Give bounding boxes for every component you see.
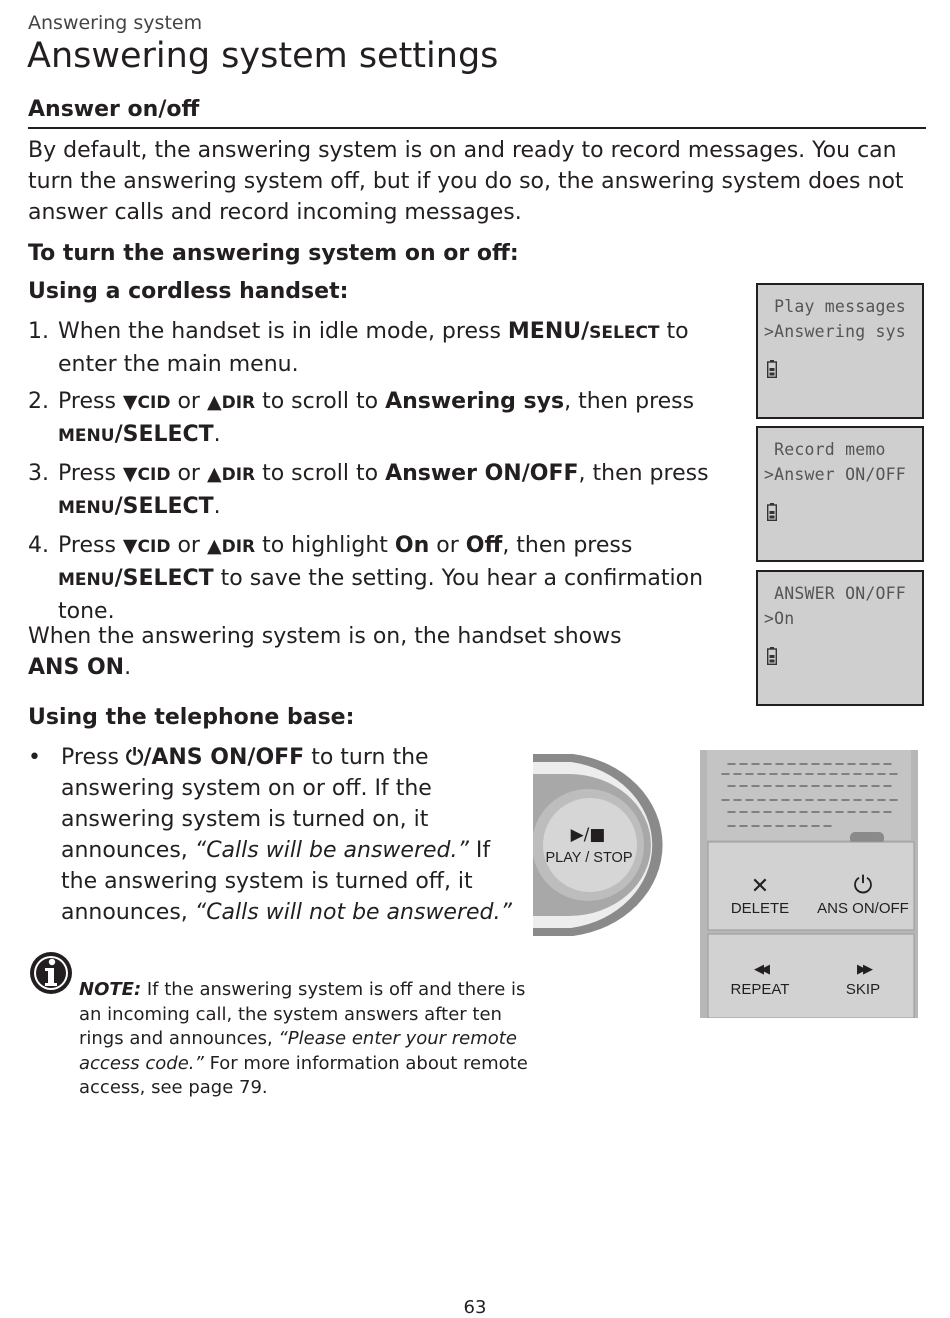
power-icon: ⏻ xyxy=(125,745,144,770)
delete-icon: ✕ xyxy=(750,874,770,899)
battery-icon xyxy=(767,360,777,378)
lcd-screen-answer-onoff: Record memo >Answer ON/OFF xyxy=(756,426,924,562)
note-text: NOTE: If the answering system is off and there is an incoming call, the system answers after ten rings and announces, “Please enter your remote access code.” For more information about remote access, see page 79. xyxy=(79,979,528,1099)
skip-icon: ▶▶ xyxy=(857,962,869,977)
lcd-screen-answer-on: ANSWER ON/OFF >On xyxy=(756,570,924,706)
delete-label: DELETE xyxy=(730,900,790,917)
skip-label: SKIP xyxy=(845,981,881,998)
base-bullet: • Press ⏻/ANS ON/OFF to turn the answering system on or off. If the answering system is turned on, it announces, “Calls will be answered.” If the answering system is turned off, it announces, “Calls will not be answered.” xyxy=(28,745,512,925)
handset-heading: Using a cordless handset: xyxy=(28,279,349,304)
play-stop-illustration xyxy=(533,752,683,938)
battery-icon xyxy=(767,503,777,521)
answer-onoff-heading: Answer on/off xyxy=(28,97,200,122)
repeat-label: REPEAT xyxy=(730,981,790,998)
procedure-heading: To turn the answering system on or off: xyxy=(28,241,519,266)
battery-icon xyxy=(767,647,777,665)
step-4: 4. Press ▼CID or ▲DIR to highlight On or Off, then press MENU/SELECT to save the setting. You hear a confirmation tone. xyxy=(28,533,704,624)
info-icon xyxy=(28,950,74,996)
up-arrow-icon: ▲ xyxy=(206,391,222,413)
lcd-screen-answering-sys: Play messages >Answering sys xyxy=(756,283,924,419)
step-2: 2. Press ▼CID or ▲DIR to scroll to Answering sys, then press MENU/SELECT. xyxy=(28,389,695,447)
page-title: Answering system settings xyxy=(27,36,499,76)
base-buttons-illustration xyxy=(700,750,918,1018)
step-3: 3. Press ▼CID or ▲DIR to scroll to Answer ON/OFF, then press MENU/SELECT. xyxy=(28,461,709,519)
ans-onoff-label: ANS ON/OFF xyxy=(817,900,909,917)
up-arrow-icon: ▲ xyxy=(206,463,222,485)
play-stop-label: PLAY / STOP xyxy=(545,850,633,866)
heading-rule xyxy=(28,127,926,129)
ans-onoff-icon: ⏻ xyxy=(853,871,873,899)
play-stop-icon: ▶/■ xyxy=(570,825,606,845)
step-1: 1. When the handset is in idle mode, press MENU/SELECT to enter the main menu. xyxy=(28,319,689,377)
ans-on-paragraph: When the answering system is on, the handset shows ANS ON. xyxy=(28,624,622,680)
repeat-icon: ◀◀ xyxy=(754,962,766,977)
page-number: 63 xyxy=(463,1297,487,1318)
handset-steps xyxy=(28,316,728,633)
section-label: Answering system xyxy=(28,12,203,34)
intro-paragraph: By default, the answering system is on and ready to record messages. You can turn the answering system off, but if you do so, the answering system does not answer calls and record incoming messages. xyxy=(28,138,904,225)
down-arrow-icon: ▼ xyxy=(122,535,138,557)
down-arrow-icon: ▼ xyxy=(122,463,138,485)
base-heading: Using the telephone base: xyxy=(28,705,355,730)
down-arrow-icon: ▼ xyxy=(122,391,138,413)
up-arrow-icon: ▲ xyxy=(206,535,222,557)
